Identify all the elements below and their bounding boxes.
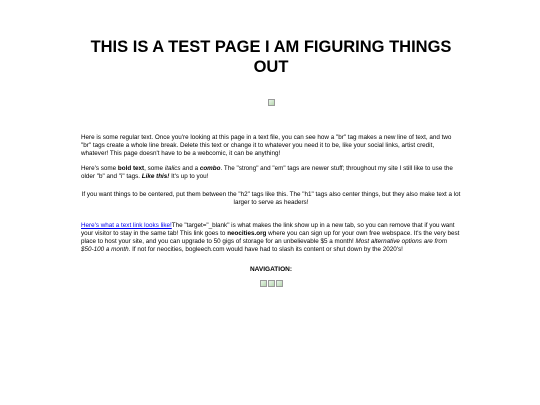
- text-segment: where you can sign up for your own free webspace. It's the very best place to host your site, and you can upgrade to 50 gigs of storage for an unbelievable $5 a month!: [81, 230, 460, 245]
- link-paragraph: [81, 222, 461, 254]
- text-segment: The "target="_blank" is what makes the link show up in a new tab, so you can remove that if you want your visitor to stay in the same tab! This link goes to: [81, 222, 455, 237]
- comic-image-container: [81, 99, 461, 109]
- next-page-icon[interactable]: [276, 280, 283, 287]
- centered-paragraph: If you want things to be centered, put them between the "h2" tags like this. The "h1" tags also center things, but they also make text a lot larger to serve as headers!: [81, 191, 461, 206]
- italic-text: italics: [164, 165, 181, 172]
- alternatives-italic-text: Most alternative options are from $50-100 a month.: [81, 238, 448, 253]
- text-segment: , some: [144, 165, 165, 172]
- like-this-text: Like this!: [141, 173, 170, 180]
- text-segment: and a: [180, 165, 200, 172]
- first-page-icon[interactable]: [260, 280, 267, 287]
- page-title: THIS IS A TEST PAGE I AM FIGURING THINGS OUT: [90, 38, 452, 76]
- formatting-paragraph: [81, 165, 461, 181]
- text-segment: It's up to you!: [169, 173, 209, 180]
- page-content: [81, 0, 461, 289]
- neocities-text: neocities.org: [227, 230, 267, 237]
- comic-image-icon: [268, 99, 275, 106]
- intro-paragraph: Here is some regular text. Once you're looking at this page in a text file, you can see how a "br" tag makes a new line of text, and two "br" tags create a whole line break. Delete this text or change it to whatever you need it to be, like your social links, artist credit, whatever! This page doesn't have to be a webcomic, it can be anything!: [81, 134, 452, 157]
- example-text-link[interactable]: Here's what a text link looks like!: [81, 222, 172, 229]
- text-segment: . The "strong" and "em" tags are newer stuff; throughout my site I still like to use the older "b" and "i" tags.: [81, 165, 453, 180]
- previous-page-icon[interactable]: [268, 280, 275, 287]
- navigation-heading: NAVIGATION:: [249, 266, 292, 273]
- bold-text: bold text: [117, 165, 145, 172]
- text-segment: Here's some: [81, 165, 118, 172]
- combo-text: combo: [199, 165, 221, 172]
- text-segment: If not for neocities, bogleech.com would have had to slash its content or shut down by the 2020's!: [130, 246, 403, 253]
- navigation-buttons: [81, 280, 461, 289]
